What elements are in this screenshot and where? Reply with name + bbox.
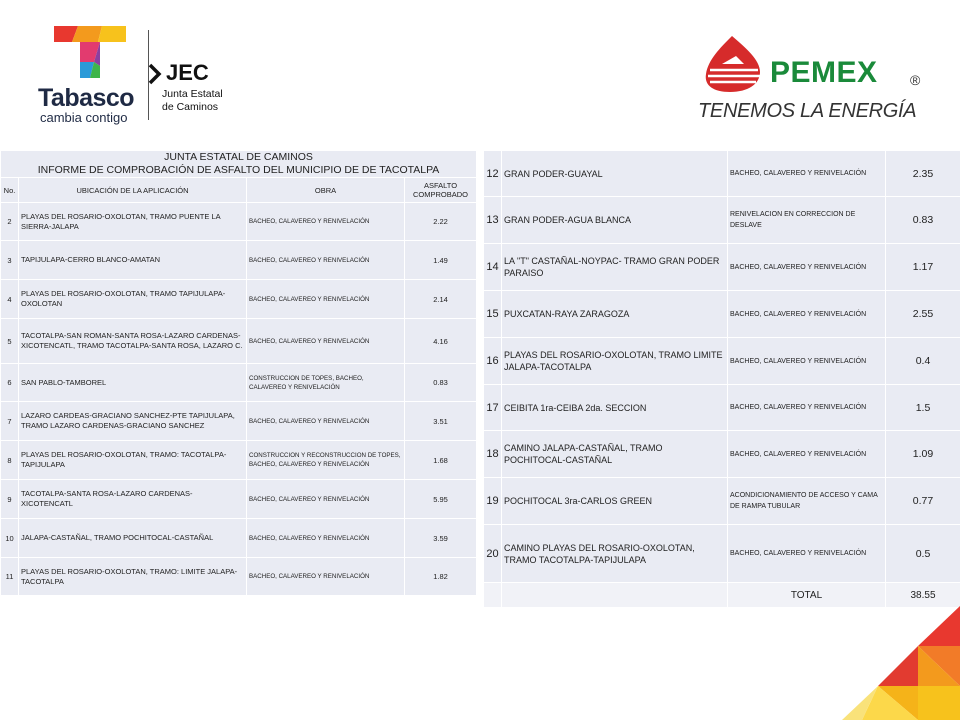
pemex-wordmark: PEMEX [770,56,878,89]
row-obra: BACHEO, CALAVEREO Y RENIVELACIÓN [728,431,886,478]
pemex-slogan: TENEMOS LA ENERGÍA [698,100,917,122]
table-row [484,385,960,431]
row-obra: BACHEO, CALAVEREO Y RENIVELACIÓN [247,519,405,558]
row-asfalto: 1.82 [405,558,477,596]
row-obra: CONSTRUCCION Y RECONSTRUCCION DE TOPES, BACHEO, CALAVEREO Y RENIVELACIÓN [247,441,405,480]
row-no: 9 [1,480,19,519]
row-ubicacion: TAPIJULAPA-CERRO BLANCO-AMATAN [19,241,247,280]
row-obra: BACHEO, CALAVEREO Y RENIVELACIÓN [728,151,886,197]
table-row [1,402,477,441]
row-obra: BACHEO, CALAVEREO Y RENIVELACIÓN [247,319,405,364]
tabasco-name: Tabasco [38,84,135,112]
jec-sub-line2: de Caminos [162,101,219,113]
row-obra: BACHEO, CALAVEREO Y RENIVELACIÓN [728,525,886,583]
row-no: 10 [1,519,19,558]
table-row [484,151,960,197]
row-ubicacion: SAN PABLO-TAMBOREL [19,364,247,402]
total-row [484,583,960,608]
row-asfalto: 2.22 [405,203,477,241]
row-obra: BACHEO, CALAVEREO Y RENIVELACIÓN [247,558,405,596]
right-report-table [483,150,960,608]
row-no: 16 [484,338,502,385]
table-row [1,319,477,364]
jec-sub-line1: Junta Estatal [162,88,223,100]
row-no: 7 [1,402,19,441]
row-asfalto: 3.59 [405,519,477,558]
table-row [484,525,960,583]
total-value: 38.55 [886,583,960,608]
row-ubicacion: CEIBITA 1ra-CEIBA 2da. SECCION [502,385,728,431]
row-asfalto: 0.83 [405,364,477,402]
report-title-line2: INFORME DE COMPROBACIÓN DE ASFALTO DEL MUNICIPIO DE DE TACOTALPA [37,164,440,176]
row-no: 18 [484,431,502,478]
row-asfalto: 0.83 [886,197,960,244]
row-ubicacion: LAZARO CARDEAS-GRACIANO SANCHEZ-PTE TAPIJULAPA, TRAMO LAZARO CARDENAS-GRACIANO SANCHEZ [19,402,247,441]
tabasco-t-icon [54,26,126,88]
row-ubicacion: LA "T" CASTAÑAL-NOYPAC- TRAMO GRAN PODER PARAISO [502,244,728,291]
header-obra: OBRA [247,178,405,203]
row-no: 13 [484,197,502,244]
row-no: 4 [1,280,19,319]
jec-logo [146,60,236,124]
row-no: 8 [1,441,19,480]
table-row [484,291,960,338]
row-ubicacion: JALAPA-CASTAÑAL, TRAMO POCHITOCAL-CASTAÑAL [19,519,247,558]
row-ubicacion: PLAYAS DEL ROSARIO-OXOLOTAN, TRAMO TAPIJULAPA-OXOLOTAN [19,280,247,319]
row-asfalto: 2.35 [886,151,960,197]
table-row [1,558,477,596]
row-ubicacion: PLAYAS DEL ROSARIO-OXOLOTAN, TRAMO: LIMITE JALAPA-TACOTALPA [19,558,247,596]
table-row [1,441,477,480]
row-asfalto: 0.5 [886,525,960,583]
row-ubicacion: GRAN PODER-AGUA BLANCA [502,197,728,244]
row-obra: BACHEO, CALAVEREO Y RENIVELACIÓN [728,291,886,338]
row-asfalto: 1.49 [405,241,477,280]
row-asfalto: 1.09 [886,431,960,478]
table-row [1,519,477,558]
table-row [1,480,477,519]
row-asfalto: 3.51 [405,402,477,441]
row-obra: BACHEO, CALAVEREO Y RENIVELACIÓN [247,402,405,441]
row-no: 3 [1,241,19,280]
row-asfalto: 2.14 [405,280,477,319]
table-row [1,280,477,319]
row-obra: BACHEO, CALAVEREO Y RENIVELACIÓN [728,385,886,431]
row-ubicacion: GRAN PODER-GUAYAL [502,151,728,197]
row-obra: BACHEO, CALAVEREO Y RENIVELACIÓN [728,244,886,291]
jec-subtitle [162,88,223,114]
row-no: 14 [484,244,502,291]
table-row [484,338,960,385]
jec-arrow-icon [148,63,162,85]
row-obra: ACONDICIONAMIENTO DE ACCESO Y CAMA DE RAMPA TUBULAR [728,478,886,525]
total-blank-no [484,583,502,608]
pemex-registered-mark: ® [910,72,921,88]
row-obra: BACHEO, CALAVEREO Y RENIVELACIÓN [247,241,405,280]
row-asfalto: 4.16 [405,319,477,364]
report-title [1,151,477,178]
header-no: No. [1,178,19,203]
row-ubicacion: PUXCATAN-RAYA ZARAGOZA [502,291,728,338]
table-row [484,431,960,478]
row-no: 11 [1,558,19,596]
row-no: 20 [484,525,502,583]
row-obra: RENIVELACION EN CORRECCION DE DESLAVE [728,197,886,244]
row-ubicacion: PLAYAS DEL ROSARIO-OXOLOTAN, TRAMO LIMITE JALAPA-TACOTALPA [502,338,728,385]
report-title-line1: JUNTA ESTATAL DE CAMINOS [164,151,313,163]
table-row [484,244,960,291]
pemex-eagle-icon [700,34,766,94]
row-asfalto: 1.17 [886,244,960,291]
row-asfalto: 0.77 [886,478,960,525]
row-asfalto: 0.4 [886,338,960,385]
row-no: 12 [484,151,502,197]
row-obra: BACHEO, CALAVEREO Y RENIVELACIÓN [247,280,405,319]
row-ubicacion: POCHITOCAL 3ra-CARLOS GREEN [502,478,728,525]
total-label: TOTAL [728,583,886,608]
table-row [1,364,477,402]
row-no: 19 [484,478,502,525]
table-row [1,241,477,280]
table-row [1,203,477,241]
tabasco-tagline: cambia contigo [40,110,128,125]
row-ubicacion: PLAYAS DEL ROSARIO-OXOLOTAN, TRAMO PUENTE LA SIERRA-JALAPA [19,203,247,241]
row-no: 5 [1,319,19,364]
left-report-table [0,150,477,596]
row-no: 15 [484,291,502,338]
row-asfalto: 1.68 [405,441,477,480]
header-ubicacion: UBICACIÓN DE LA APLICACIÓN [19,178,247,203]
header-asfalto: ASFALTO COMPROBADO [405,178,477,203]
row-no: 2 [1,203,19,241]
row-asfalto: 2.55 [886,291,960,338]
row-no: 17 [484,385,502,431]
row-asfalto: 1.5 [886,385,960,431]
table-row [484,478,960,525]
total-blank-ubicacion [502,583,728,608]
row-obra: BACHEO, CALAVEREO Y RENIVELACIÓN [247,480,405,519]
row-ubicacion: TACOTALPA-SANTA ROSA-LAZARO CARDENAS-XICOTENCATL [19,480,247,519]
row-obra: BACHEO, CALAVEREO Y RENIVELACIÓN [247,203,405,241]
row-obra: BACHEO, CALAVEREO Y RENIVELACIÓN [728,338,886,385]
jec-title: JEC [166,60,209,85]
row-no: 6 [1,364,19,402]
row-ubicacion: TACOTALPA-SAN ROMAN-SANTA ROSA-LAZARO CARDENAS-XICOTENCATL, TRAMO TACOTALPA-SANTA ROSA, LAZARO C. [19,319,247,364]
row-asfalto: 5.95 [405,480,477,519]
pemex-logo [696,32,936,127]
tabasco-logo [34,26,144,126]
row-obra: CONSTRUCCION DE TOPES, BACHEO, CALAVEREO Y RENIVELACIÓN [247,364,405,402]
decorative-corner-graphic [822,606,960,720]
row-ubicacion: PLAYAS DEL ROSARIO-OXOLOTAN, TRAMO: TACOTALPA-TAPIJULAPA [19,441,247,480]
table-row [484,197,960,244]
row-ubicacion: CAMINO JALAPA-CASTAÑAL, TRAMO POCHITOCAL-CASTAÑAL [502,431,728,478]
row-ubicacion: CAMINO PLAYAS DEL ROSARIO-OXOLOTAN, TRAMO TACOTALPA-TAPIJULAPA [502,525,728,583]
